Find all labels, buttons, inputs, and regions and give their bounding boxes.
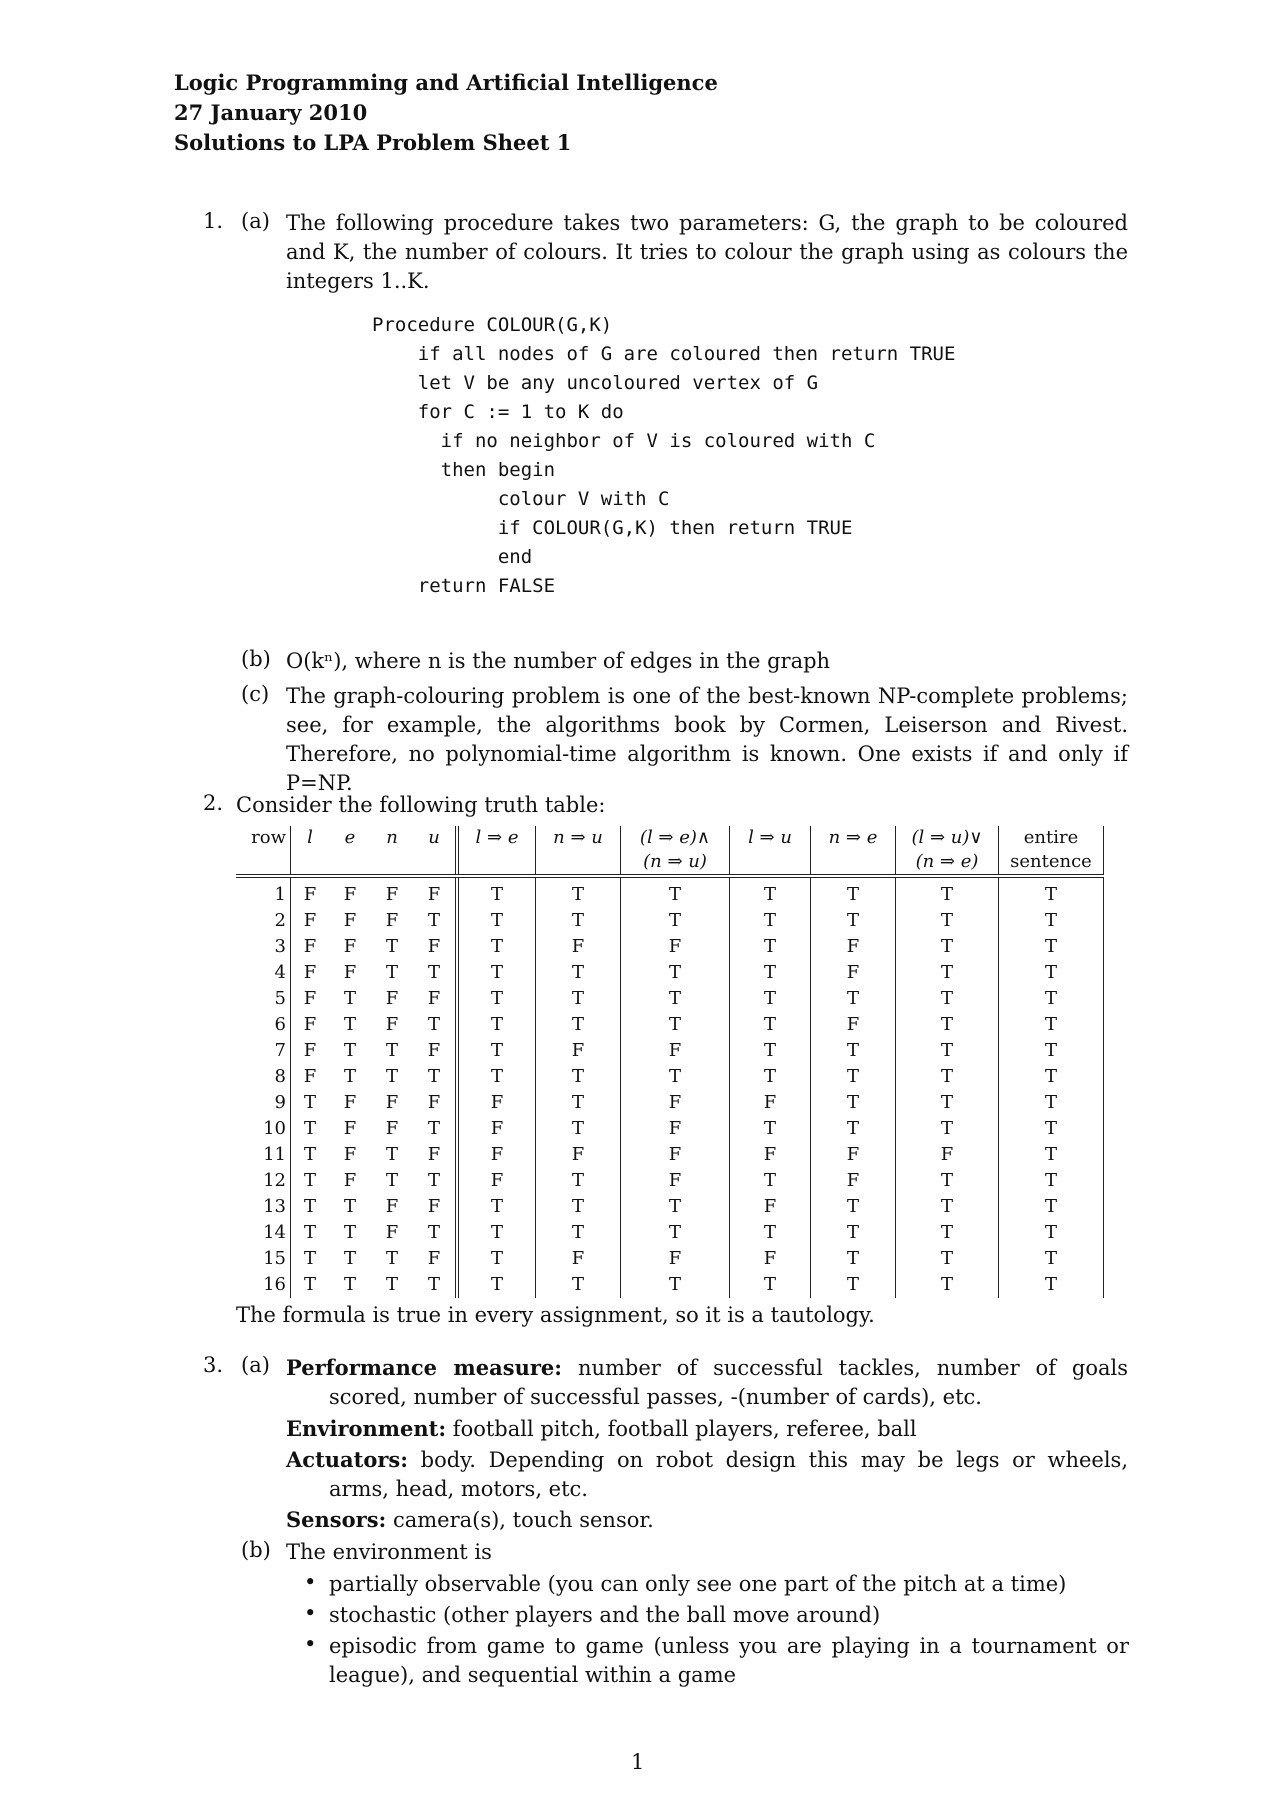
cell-n-implies-u: T [536,876,621,908]
cell-conjunction: T [621,1064,730,1090]
cell-disjunction: T [896,1038,999,1064]
cell-e: T [343,1066,356,1087]
header-conjunction-line2: (n ⇒ u) [643,851,707,872]
cell-conjunction: T [621,960,730,986]
code-line: for C := 1 to K do [372,401,624,423]
cell-n-implies-e: T [811,908,896,934]
cell-conjunction: T [621,1012,730,1038]
cell-n-implies-e: T [811,876,896,908]
cell-l-implies-e: T [457,1064,536,1090]
cell-entire-sentence: T [999,1220,1104,1246]
cell-l: T [291,1168,330,1194]
cell-n-implies-e: F [811,1168,896,1194]
header-conjunction [621,826,730,876]
cell-n-implies-u: F [536,1038,621,1064]
cell-u: T [427,1222,440,1243]
cell-entire-sentence: T [999,1116,1104,1142]
cell-u: T [427,1014,440,1035]
cell-l-implies-e: T [457,1038,536,1064]
document-date: 27 January 2010 [174,100,368,125]
cell-n-implies-e: T [811,1090,896,1116]
row-number: 7 [274,1040,286,1061]
code-line: then begin [372,459,556,481]
truth-table-header [236,826,1104,876]
cell-l-implies-u: T [730,986,811,1012]
cell-l-implies-e: T [457,986,536,1012]
cell-entire-sentence: T [999,908,1104,934]
cell-disjunction: T [896,1064,999,1090]
code-line: Procedure COLOUR(G,K) [372,314,613,336]
q3-performance [286,1353,1128,1412]
cell-conjunction: T [621,1272,730,1298]
header-entire-line1: entire [1023,827,1079,848]
cell-u: T [427,962,440,983]
cell-n-implies-u: T [536,1194,621,1220]
q3-b-text: The environment is [286,1540,492,1564]
row-number: 1 [274,884,286,905]
cell-n-implies-e: T [811,1246,896,1272]
q3-b-label: (b) [241,1538,271,1562]
row-number: 2 [274,910,286,931]
cell-l-implies-u: T [730,934,811,960]
cell-entire-sentence: T [999,1090,1104,1116]
cell-l-implies-u: T [730,908,811,934]
q3-number: 3. [203,1353,224,1377]
cell-n-implies-e: T [811,1194,896,1220]
code-line: colour V with C [372,488,670,510]
cell-disjunction: T [896,1220,999,1246]
code-line: end [372,546,533,568]
cell-disjunction: T [896,1168,999,1194]
header-row: row [236,826,291,876]
table-row [236,1272,1104,1298]
cell-l: T [291,1142,330,1168]
cell-l-implies-u: T [730,1220,811,1246]
header-entire-line2: sentence [1010,851,1092,872]
cell-n-implies-e: F [811,1012,896,1038]
header-e: e [329,826,371,876]
q1-a-text: The following procedure takes two parameters: G, the graph to be coloured and K, the number of colours. It tries to colour the graph using as colours the integers 1..K. [286,211,1128,293]
row-number: 15 [263,1248,286,1269]
cell-l: F [291,1064,330,1090]
cell-l-implies-u: T [730,1064,811,1090]
cell-u: F [427,1196,441,1217]
cell-n: F [385,1118,399,1139]
q2-intro: Consider the following truth table: [236,793,606,817]
row-number: 16 [263,1274,286,1295]
cell-u: F [427,988,441,1009]
table-row [236,1220,1104,1246]
row-number: 12 [263,1170,286,1191]
cell-conjunction: F [621,1142,730,1168]
header-conjunction-line1: (l ⇒ e)∧ [639,827,711,848]
cell-l-implies-e: T [457,876,536,908]
cell-l: T [291,1194,330,1220]
cell-u: F [427,884,441,905]
cell-l-implies-e: F [457,1116,536,1142]
cell-u: F [427,1144,441,1165]
cell-l-implies-e: T [457,1272,536,1298]
actuators-text: body. Depending on robot design this may be legs or wheels, arms, head, motors, etc. [329,1448,1128,1501]
cell-disjunction: T [896,1090,999,1116]
cell-n-implies-u: T [536,1116,621,1142]
header-disjunction-line2: (n ⇒ e) [915,851,979,872]
row-number: 4 [274,962,286,983]
cell-e: F [343,910,357,931]
cell-l: T [291,1220,330,1246]
cell-l-implies-e: T [457,1012,536,1038]
q3-sensors [286,1505,1128,1535]
cell-n: F [385,884,399,905]
cell-n-implies-e: F [811,960,896,986]
header-n-implies-u: n ⇒ u [536,826,621,876]
document-header [174,68,718,158]
cell-n: F [385,1196,399,1217]
cell-disjunction: T [896,908,999,934]
cell-l-implies-e: F [457,1168,536,1194]
row-number: 11 [263,1144,286,1165]
row-number: 13 [263,1196,286,1217]
cell-l: T [291,1116,330,1142]
table-row [236,1168,1104,1194]
table-row [236,908,1104,934]
row-number: 6 [274,1014,286,1035]
bullet-partially-observable: partially observable (you can only see one part of the pitch at a time) [329,1572,1067,1596]
code-line: let V be any uncoloured vertex of G [372,372,819,394]
cell-l-implies-u: F [730,1246,811,1272]
cell-n-implies-u: T [536,1272,621,1298]
cell-l: F [291,1038,330,1064]
cell-l: F [291,908,330,934]
cell-n: F [385,1222,399,1243]
cell-l-implies-e: T [457,1194,536,1220]
cell-n-implies-u: T [536,986,621,1012]
cell-l-implies-u: T [730,876,811,908]
cell-e: F [343,962,357,983]
cell-conjunction: F [621,1090,730,1116]
cell-n-implies-u: T [536,1168,621,1194]
truth-table [236,826,1104,1298]
cell-entire-sentence: T [999,876,1104,908]
cell-conjunction: F [621,1168,730,1194]
code-line: if all nodes of G are coloured then return TRUE [372,343,956,365]
cell-l: T [291,1090,330,1116]
table-row [236,1090,1104,1116]
cell-l: F [291,1012,330,1038]
cell-e: T [343,1222,356,1243]
cell-e: T [343,1040,356,1061]
table-row [236,934,1104,960]
cell-n-implies-e: T [811,986,896,1012]
cell-u: F [427,1040,441,1061]
header-n-implies-e: n ⇒ e [811,826,896,876]
cell-n: F [385,988,399,1009]
cell-entire-sentence: T [999,960,1104,986]
cell-l-implies-u: T [730,960,811,986]
row-number: 14 [263,1222,286,1243]
header-n: n [371,826,413,876]
q1-number: 1. [203,209,224,233]
cell-u: F [427,1248,441,1269]
cell-n: T [385,1170,398,1191]
cell-l-implies-u: F [730,1090,811,1116]
cell-disjunction: T [896,960,999,986]
performance-label: Performance measure: [286,1355,563,1380]
cell-l-implies-e: F [457,1090,536,1116]
sensors-text: camera(s), touch sensor. [392,1508,654,1532]
cell-e: T [343,988,356,1009]
cell-disjunction: F [896,1142,999,1168]
cell-disjunction: T [896,1194,999,1220]
cell-conjunction: T [621,908,730,934]
cell-n: T [385,1248,398,1269]
q3-a-label: (a) [241,1353,270,1377]
cell-n-implies-e: T [811,1220,896,1246]
header-l: l [291,826,330,876]
cell-conjunction: F [621,1246,730,1272]
cell-entire-sentence: T [999,1194,1104,1220]
cell-u: T [427,1066,440,1087]
header-l-implies-e: l ⇒ e [457,826,536,876]
cell-n-implies-u: T [536,960,621,986]
cell-conjunction: F [621,934,730,960]
cell-disjunction: T [896,876,999,908]
cell-entire-sentence: T [999,1168,1104,1194]
cell-u: F [427,1092,441,1113]
cell-u: T [427,1170,440,1191]
cell-n-implies-e: T [811,1116,896,1142]
q1-c-text: The graph-colouring problem is one of the best-known NP-complete problems; see, for example, the algorithms book by Cormen, Leiserson and Rivest. Therefore, no polynomial-time algorithm is known. One exists if and only if P=NP. [286,684,1128,795]
cell-entire-sentence: T [999,1272,1104,1298]
cell-n: F [385,1092,399,1113]
cell-e: T [343,1248,356,1269]
cell-n-implies-u: T [536,1090,621,1116]
row-number: 8 [274,1066,286,1087]
cell-l-implies-u: F [730,1142,811,1168]
header-u: u [413,826,457,876]
cell-n: T [385,936,398,957]
cell-e: F [343,1170,357,1191]
cell-u: F [427,936,441,957]
cell-l-implies-e: T [457,1246,536,1272]
cell-e: F [343,936,357,957]
bullet-episodic: episodic from game to game (unless you are playing in a tournament or league), and sequential within a game [329,1634,1129,1687]
cell-l-implies-u: F [730,1194,811,1220]
environment-text: football pitch, football players, referee, ball [452,1417,917,1441]
cell-l: T [291,1272,330,1298]
table-row [236,1142,1104,1168]
cell-u: T [427,1118,440,1139]
q1-b-label: (b) [241,647,271,671]
cell-l: F [291,960,330,986]
code-line: if no neighbor of V is coloured with C [372,430,876,452]
cell-n: T [385,1040,398,1061]
bullet-stochastic: stochastic (other players and the ball move around) [329,1603,881,1627]
cell-n-implies-u: F [536,934,621,960]
cell-l-implies-u: T [730,1272,811,1298]
cell-disjunction: T [896,1246,999,1272]
page-number: 1 [631,1750,645,1774]
course-title: Logic Programming and Artificial Intelligence [174,70,718,95]
table-row [236,986,1104,1012]
cell-n-implies-e: T [811,1064,896,1090]
cell-n-implies-u: F [536,1142,621,1168]
cell-u: T [427,910,440,931]
cell-conjunction: T [621,1220,730,1246]
cell-entire-sentence: T [999,986,1104,1012]
header-disjunction-line1: (l ⇒ u)∨ [911,827,983,848]
procedure-code-block [372,311,955,601]
cell-entire-sentence: T [999,1038,1104,1064]
cell-n-implies-e: F [811,934,896,960]
bullet-icon: • [304,1632,317,1656]
cell-l-implies-u: T [730,1116,811,1142]
cell-l-implies-u: T [730,1038,811,1064]
q1-c-label: (c) [241,682,270,706]
cell-e: T [343,1196,356,1217]
cell-n: T [385,962,398,983]
cell-n: T [385,1066,398,1087]
cell-entire-sentence: T [999,1246,1104,1272]
table-row [236,960,1104,986]
cell-entire-sentence: T [999,934,1104,960]
cell-entire-sentence: T [999,1064,1104,1090]
cell-disjunction: T [896,986,999,1012]
cell-l: T [291,1246,330,1272]
performance-text: number of successful tackles, number of goals scored, number of successful passes, -(number of cards), etc. [329,1356,1128,1409]
environment-label: Environment: [286,1416,447,1441]
cell-conjunction: F [621,1038,730,1064]
cell-e: F [343,1144,357,1165]
q3-environment [286,1414,1128,1444]
cell-n-implies-u: F [536,1246,621,1272]
q2-conclusion: The formula is true in every assignment, so it is a tautology. [236,1303,875,1327]
header-l-implies-u: l ⇒ u [730,826,811,876]
truth-table-body [236,876,1104,1298]
cell-l-implies-e: T [457,1220,536,1246]
cell-n-implies-u: T [536,1012,621,1038]
cell-l: F [291,876,330,908]
cell-conjunction: T [621,986,730,1012]
cell-disjunction: T [896,1012,999,1038]
cell-disjunction: T [896,1116,999,1142]
cell-conjunction: T [621,1194,730,1220]
q3-actuators [286,1445,1128,1504]
table-row [236,1246,1104,1272]
table-row [236,1116,1104,1142]
table-row [236,876,1104,908]
cell-l-implies-e: T [457,960,536,986]
q2-number: 2. [203,791,224,815]
row-number: 9 [274,1092,286,1113]
cell-l-implies-e: T [457,908,536,934]
cell-entire-sentence: T [999,1142,1104,1168]
cell-n-implies-e: T [811,1272,896,1298]
cell-u: T [427,1274,440,1295]
row-number: 3 [274,936,286,957]
cell-disjunction: T [896,1272,999,1298]
table-row [236,1064,1104,1090]
header-disjunction [896,826,999,876]
cell-n-implies-e: T [811,1038,896,1064]
cell-n-implies-u: T [536,1220,621,1246]
cell-e: T [343,1014,356,1035]
cell-l-implies-e: T [457,934,536,960]
cell-e: F [343,1092,357,1113]
q1-b-text: O(kⁿ), where n is the number of edges in the graph [286,649,831,673]
cell-e: T [343,1274,356,1295]
row-number: 10 [263,1118,286,1139]
row-number: 5 [274,988,286,1009]
cell-n-implies-u: T [536,908,621,934]
cell-n-implies-u: T [536,1064,621,1090]
sensors-label: Sensors: [286,1507,387,1532]
header-entire-sentence [999,826,1104,876]
cell-n-implies-e: F [811,1142,896,1168]
cell-entire-sentence: T [999,1012,1104,1038]
table-row [236,1012,1104,1038]
code-line: return FALSE [372,575,556,597]
cell-e: F [343,1118,357,1139]
cell-e: F [343,884,357,905]
q1-a-label: (a) [241,209,270,233]
cell-n: F [385,1014,399,1035]
table-row [236,1194,1104,1220]
cell-conjunction: F [621,1116,730,1142]
code-line: if COLOUR(G,K) then return TRUE [372,517,853,539]
actuators-label: Actuators: [286,1447,409,1472]
cell-n: T [385,1274,398,1295]
bullet-icon: • [304,1570,317,1594]
cell-l: F [291,986,330,1012]
cell-l-implies-u: T [730,1168,811,1194]
cell-n: T [385,1144,398,1165]
cell-l: F [291,934,330,960]
cell-disjunction: T [896,934,999,960]
cell-l-implies-e: F [457,1142,536,1168]
bullet-icon: • [304,1601,317,1625]
cell-n: F [385,910,399,931]
table-row [236,1038,1104,1064]
cell-conjunction: T [621,876,730,908]
cell-l-implies-u: T [730,1012,811,1038]
document-title: Solutions to LPA Problem Sheet 1 [174,130,572,155]
